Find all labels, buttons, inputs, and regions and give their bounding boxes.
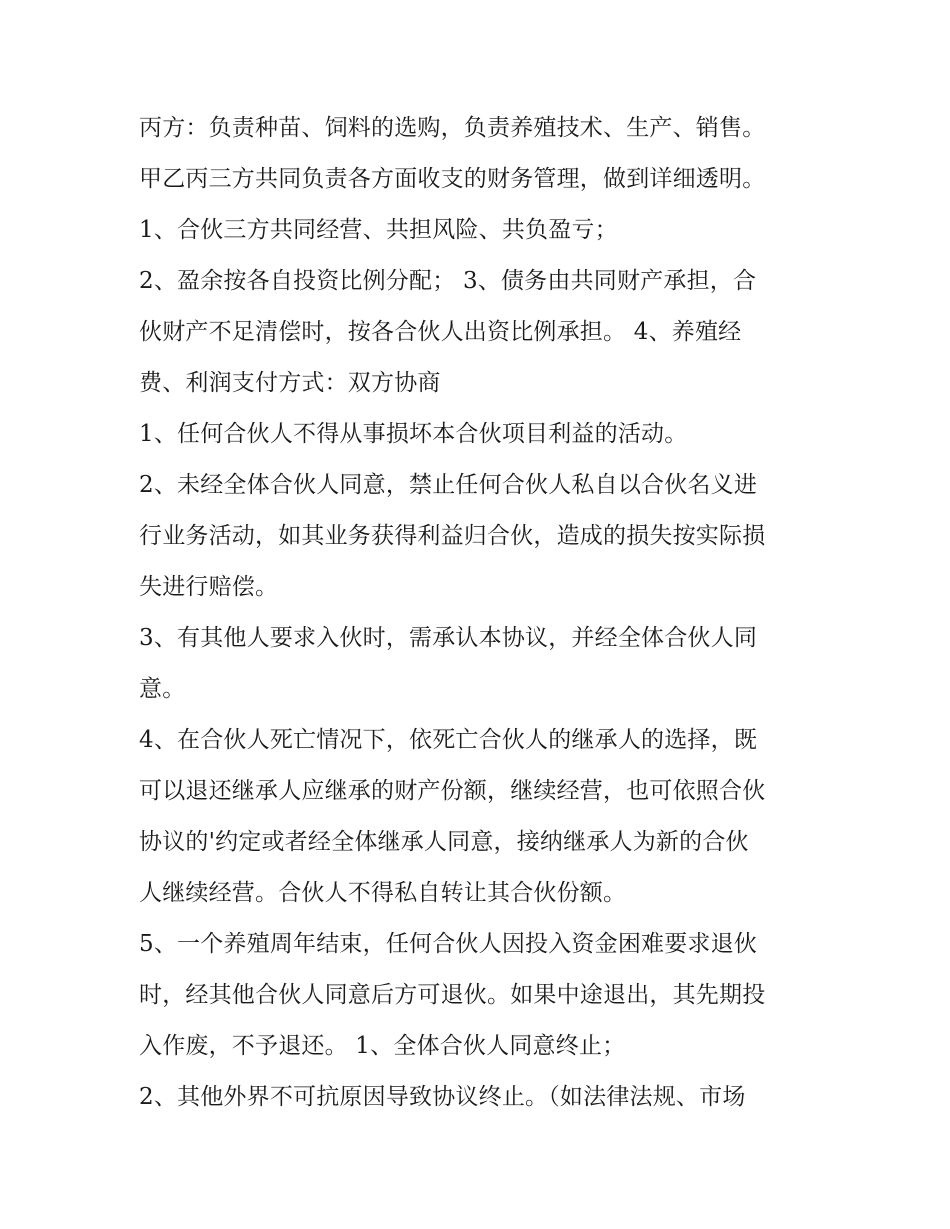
text-line: 2、盈余按各自投资比例分配； 3、债务由共同财产承担，合 — [139, 268, 757, 294]
text-line: 2、未经全体合伙人同意，禁止任何合伙人私自以合伙名义进 — [139, 472, 758, 498]
text-line: 可以退还继承人应继承的财产份额，继续经营，也可依照合伙 — [139, 778, 766, 804]
text-line: 时，经其他合伙人同意后方可退伙。如果中途退出，其先期投 — [139, 982, 766, 1008]
text-line: 4、在合伙人死亡情况下，依死亡合伙人的继承人的选择，既 — [139, 727, 758, 753]
document-body — [139, 103, 819, 1123]
text-line: 伙财产不足清偿时，按各合伙人出资比例承担。 4、养殖经 — [139, 319, 742, 345]
text-line: 行业务活动，如其业务获得利益归合伙，造成的损失按实际损 — [139, 523, 766, 549]
text-line: 甲乙丙三方共同负责各方面收支的财务管理，做到详细透明。 — [139, 166, 766, 192]
text-line: 3、有其他人要求入伙时，需承认本协议，并经全体合伙人同 — [139, 625, 758, 651]
text-line: 1、合伙三方共同经营、共担风险、共负盈亏； — [139, 217, 618, 243]
text-line: 意。 — [139, 676, 186, 702]
text-line: 费、利润支付方式：双方协商 — [139, 370, 441, 396]
text-line: 入作废，不予退还。 1、全体合伙人同意终止； — [139, 1033, 626, 1059]
text-line: 5、一个养殖周年结束，任何合伙人因投入资金困难要求退伙 — [139, 931, 758, 957]
text-line: 失进行赔偿。 — [139, 574, 279, 600]
text-line: 人继续经营。合伙人不得私自转让其合伙份额。 — [139, 880, 627, 906]
text-line: 2、其他外界不可抗原因导致协议终止。（如法律法规、市场 — [139, 1084, 746, 1110]
text-line: 丙方：负责种苗、饲料的选购，负责养殖技术、生产、销售。 — [139, 115, 766, 141]
text-line: 协议的'约定或者经全体继承人同意，接纳继承人为新的合伙 — [139, 829, 749, 855]
text-line: 1、任何合伙人不得从事损坏本合伙项目利益的活动。 — [139, 421, 688, 447]
